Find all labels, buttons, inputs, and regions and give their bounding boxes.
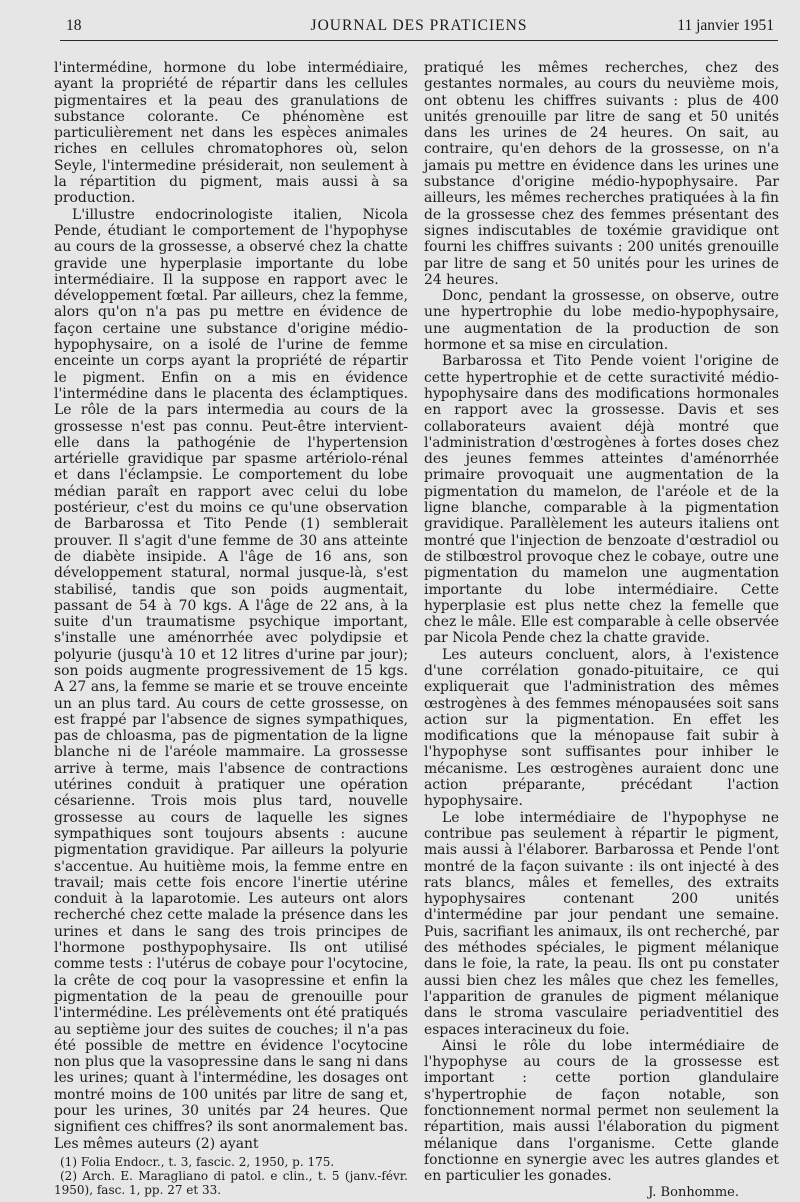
paragraph: L'illustre endocrinologiste italien, Nicola Pende, étudiant le comportement de l'hypophyse au cours de la grossesse, a observé chez la chatte gravide une hyperplasie importante du lobe intermédiaire. Il la suppose en rapport avec le développement fœtal. Par ailleurs, chez la femme, alors qu'on n'a pas pu mettre en évidence de façon certaine une substance d'origine médio-hypophysaire, on a isolé de l'urine de femme enceinte un corps ayant la propriété de répartir le pigment. Enfin on a mis en évidence l'intermédine dans le placenta des éclamptiques. Le rôle de la pars intermedia au cours de la grossesse n'est pas connu. Peut-être intervient-elle dans la pathogénie de l'hypertension artérielle gravidique par spasme artériolo-rénal et dans l'éclampsie. Le comportement du lobe médian paraît en rapport avec celui du lobe postérieur, c'est du moins ce qu'une observation de Barbarossa et Tito Pende (1) semblerait prouver. Il s'agit d'une femme de 30 ans atteinte de diabète insipide. A l'âge de 16 ans, son développement statural, normal jusque-là, s'est stabilisé, tandis que son poids augmentait, passant de 54 à 70 kgs. A l'âge de 22 ans, à la suite d'un traumatisme psychique important, s'installe une aménorrhée avec polydipsie et polyurie (jusqu'à 10 et 12 litres d'urine par jour); son poids augmente progressivement de 15 kgs. A 27 ans, la femme se marie et se trouve enceinte un an plus tard. Au cours de cette grossesse, on est frappé par l'absence de signes sympathiques, pas de chloasma, pas de pigmentation de la ligne blanche ni de l'aréole mammaire. La grossesse arrive à terme, mais l'absence de contractions utérines conduit à pratiquer une opération césarienne. Trois mois plus tard, nouvelle grossesse au cours de laquelle les signes sympathiques sont toujours absents : aucune pigmentation gravidique. Par ailleurs la polyurie s'accentue. Au huitième mois, la femme entre en travail; mais cette fois encore l'inertie utérine conduit à la laparotomie. Les auteurs ont alors recherché chez cette malade la présence dans les urines et dans le sang des trois principes de l'hormone posthypophysaire. Ils ont utilisé comme tests : l'utérus de cobaye pour l'ocytocine, la crête de coq pour la vasopressine et enfin la pigmentation de la peau de grenouille pour l'intermédine. Les prélèvements ont été pratiqués au septième jour des suites de couches; il n'a pas été possible de mettre en évidence l'ocytocine non plus que la vasopressine dans le sang ni dans les urines; quant à l'intermédine, les dosages ont montré moins de 100 unités par litre de sang et, pour les urines, 30 unités par 24 heures. Que signifient ces chiffres? ils sont anormalement bas. Les mêmes auteurs (2) ayant xyxy=(54,206,408,1152)
footnotes xyxy=(54,1155,408,1197)
paragraph: Ainsi le rôle du lobe intermédiaire de l'hypophyse au cours de la grossesse est important : cette portion glandulaire s'hypertrophie de façon notable, son fonctionnement normal permet non seulement la répartition, mais aussi l'élaboration du pigment mélanique dans l'organisme. Cette glande fonctionne en synergie avec les autres glandes et en particulier les gonades. xyxy=(424,1037,779,1185)
paragraph: Donc, pendant la grossesse, on observe, outre une hypertrophie du lobe medio-hypophysaire, une augmentation de la production de son hormone et sa mise en circulation. xyxy=(424,288,779,354)
author-signature: J. Bonhomme. xyxy=(648,1185,739,1201)
issue-date: 11 janvier 1951 xyxy=(677,17,774,34)
footnote: (2) Arch. E. Maragliano di patol. e clin., t. 5 (janv.-févr. 1950), fasc. 1, pp. 27 et 33. xyxy=(54,1168,408,1197)
journal-title: JOURNAL DES PRATICIENS xyxy=(310,17,528,34)
paragraph: l'intermédine, hormone du lobe intermédiaire, ayant la propriété de répartir dans les cellules pigmentaires et la peau des granulations de substance colorante. Ce phénomène est particulièrement net dans les espèces animales riches en cellules chromatophores où, selon Seyle, l'intermedine présiderait, non seulement à la répartition du pigment, mais aussi à sa production. xyxy=(54,60,408,207)
paragraph: pratiqué les mêmes recherches, chez des gestantes normales, au cours du neuvième mois, ont obtenu les chiffres suivants : plus de 400 unités grenouille par litre de sang et 50 unités dans les urines de 24 heures. On sait, au contraire, qu'en dehors de la grossesse, on n'a jamais pu mettre en évidence dans les urines une substance d'origine médio-hypophysaire. Par ailleurs, les mêmes recherches pratiquées à la fin de la grossesse chez des femmes présentant des signes indiscutables de toxémie gravidique ont fourni les chiffres suivants : 200 unités grenouille par litre de sang et 50 unités pour les urines de 24 heures. xyxy=(424,60,779,288)
right-column xyxy=(424,60,779,1202)
footnote: (1) Folia Endocr., t. 3, fascic. 2, 1950, p. 175. xyxy=(60,1154,335,1169)
left-column xyxy=(54,60,408,1197)
page-number: 18 xyxy=(66,17,82,34)
paragraph: Le lobe intermédiaire de l'hypophyse ne contribue pas seulement à répartir le pigment, mais aussi à l'élaborer. Barbarossa et Pende l'ont montré de la façon suivante : ils ont injecté à des rats blancs, mâles et femelles, des extraits hypophysaires contenant 200 unités d'intermédine par jour pendant une semaine. Puis, sacrifiant les animaux, ils ont recherché, par des méthodes spéciales, le pigment mélanique dans le foie, la rate, la peau. Ils ont pu constater aussi bien chez les mâles que chez les femelles, l'apparition de granules de pigment mélanique dans le stroma vasculaire periadventitiel des espaces interacineux du foie. xyxy=(424,809,779,1038)
paragraph: Barbarossa et Tito Pende voient l'origine de cette hypertrophie et de cette suractivité médio-hypophysaire dans des modifications hormonales en rapport avec la grossesse. Davis et ses collaborateurs avaient déjà montré que l'administration d'œstrogènes à fortes doses chez des jeunes femmes atteintes d'aménorrhée primaire provoquait une augmentation de la pigmentation du mamelon, de l'aréole et de la ligne blanche, comparable à la pigmentation gravidique. Parallèlement les auteurs italiens ont montré que l'injection de benzoate d'œstradiol ou de stilbœstrol provoque chez le cobaye, outre une pigmentation du mamelon une augmentation importante du lobe intermédiaire. Cette hyperplasie est plus nette chez la femelle que chez le mâle. Elle est comparable à celle observée par Nicola Pende chez la chatte gravide. xyxy=(424,353,779,647)
paragraph: Les auteurs concluent, alors, à l'existence d'une corrélation gonado-pituitaire, ce qui expliquerait que l'administration des mêmes œstrogènes à des femmes ménopausées soit sans action sur la pigmentation. En effet les modifications que la ménopause fait subir à l'hypophyse sont suffisantes pour inhiber le mécanisme. Les œstrogènes auraient donc une action préparante, précédant l'action hypophysaire. xyxy=(424,646,779,810)
page-header xyxy=(60,14,778,41)
